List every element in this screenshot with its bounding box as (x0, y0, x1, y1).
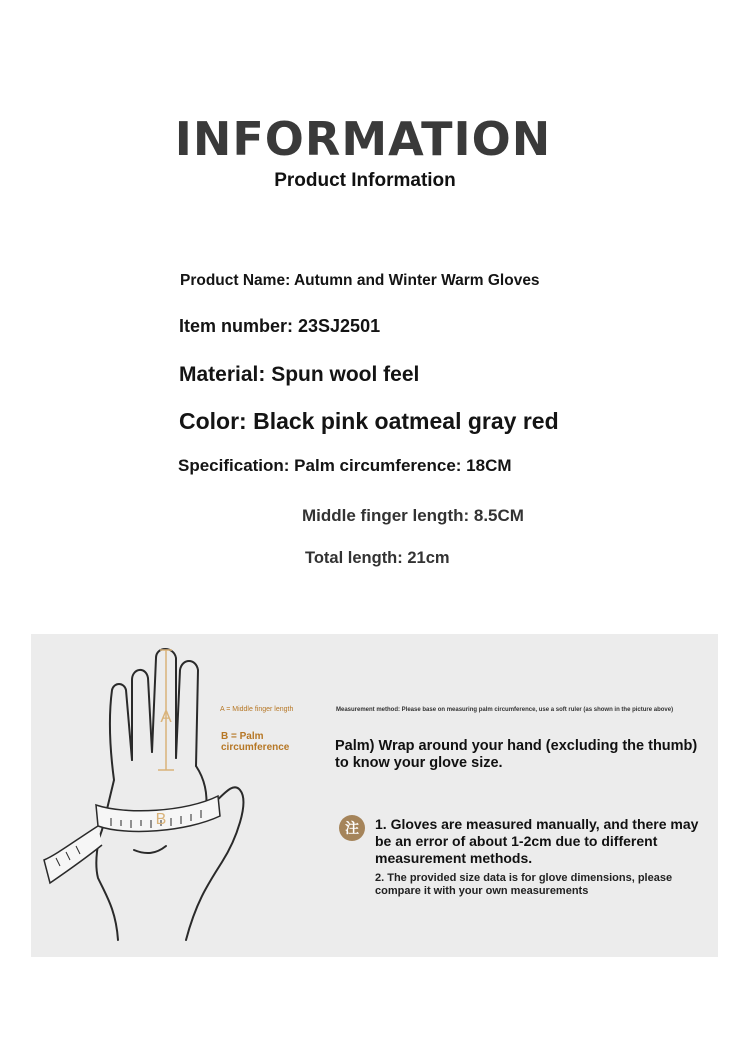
item-number: Item number: 23SJ2501 (179, 316, 381, 336)
measurement-method: Measurement method: Please base on measuring palm circumference, use a soft ruler (as shown in the picture above) (336, 707, 674, 713)
tape-measure-b (44, 796, 220, 883)
color-list: Color: Black pink oatmeal gray red (179, 408, 559, 434)
note-1: 1. Gloves are measured manually, and there may be an error of about 1-2cm due to different measurement methods. (375, 816, 699, 866)
legend-a: A = Middle finger length (220, 706, 294, 713)
note-2: 2. The provided size data is for glove dimensions, please compare it with your own measurements (375, 872, 673, 897)
product-name: Product Name: Autumn and Winter Warm Gloves (180, 272, 540, 289)
material: Material: Spun wool feel (179, 363, 420, 386)
hand-measurement-illustration (36, 640, 251, 945)
label-b: B (155, 811, 167, 828)
note-icon: 注 (339, 815, 365, 841)
middle-finger-length: Middle finger length: 8.5CM (302, 506, 524, 525)
palm-instruction: Palm) Wrap around your hand (excluding the thumb) to know your glove size. (335, 738, 698, 771)
specification: Specification: Palm circumference: 18CM (178, 456, 512, 475)
legend-b: B = Palm circumference (221, 731, 290, 753)
hand-outline-icon (96, 649, 243, 940)
page-subtitle: Product Information (274, 170, 456, 191)
label-a: A (160, 707, 172, 726)
total-length: Total length: 21cm (305, 549, 450, 567)
page-title: INFORMATION (174, 112, 552, 166)
